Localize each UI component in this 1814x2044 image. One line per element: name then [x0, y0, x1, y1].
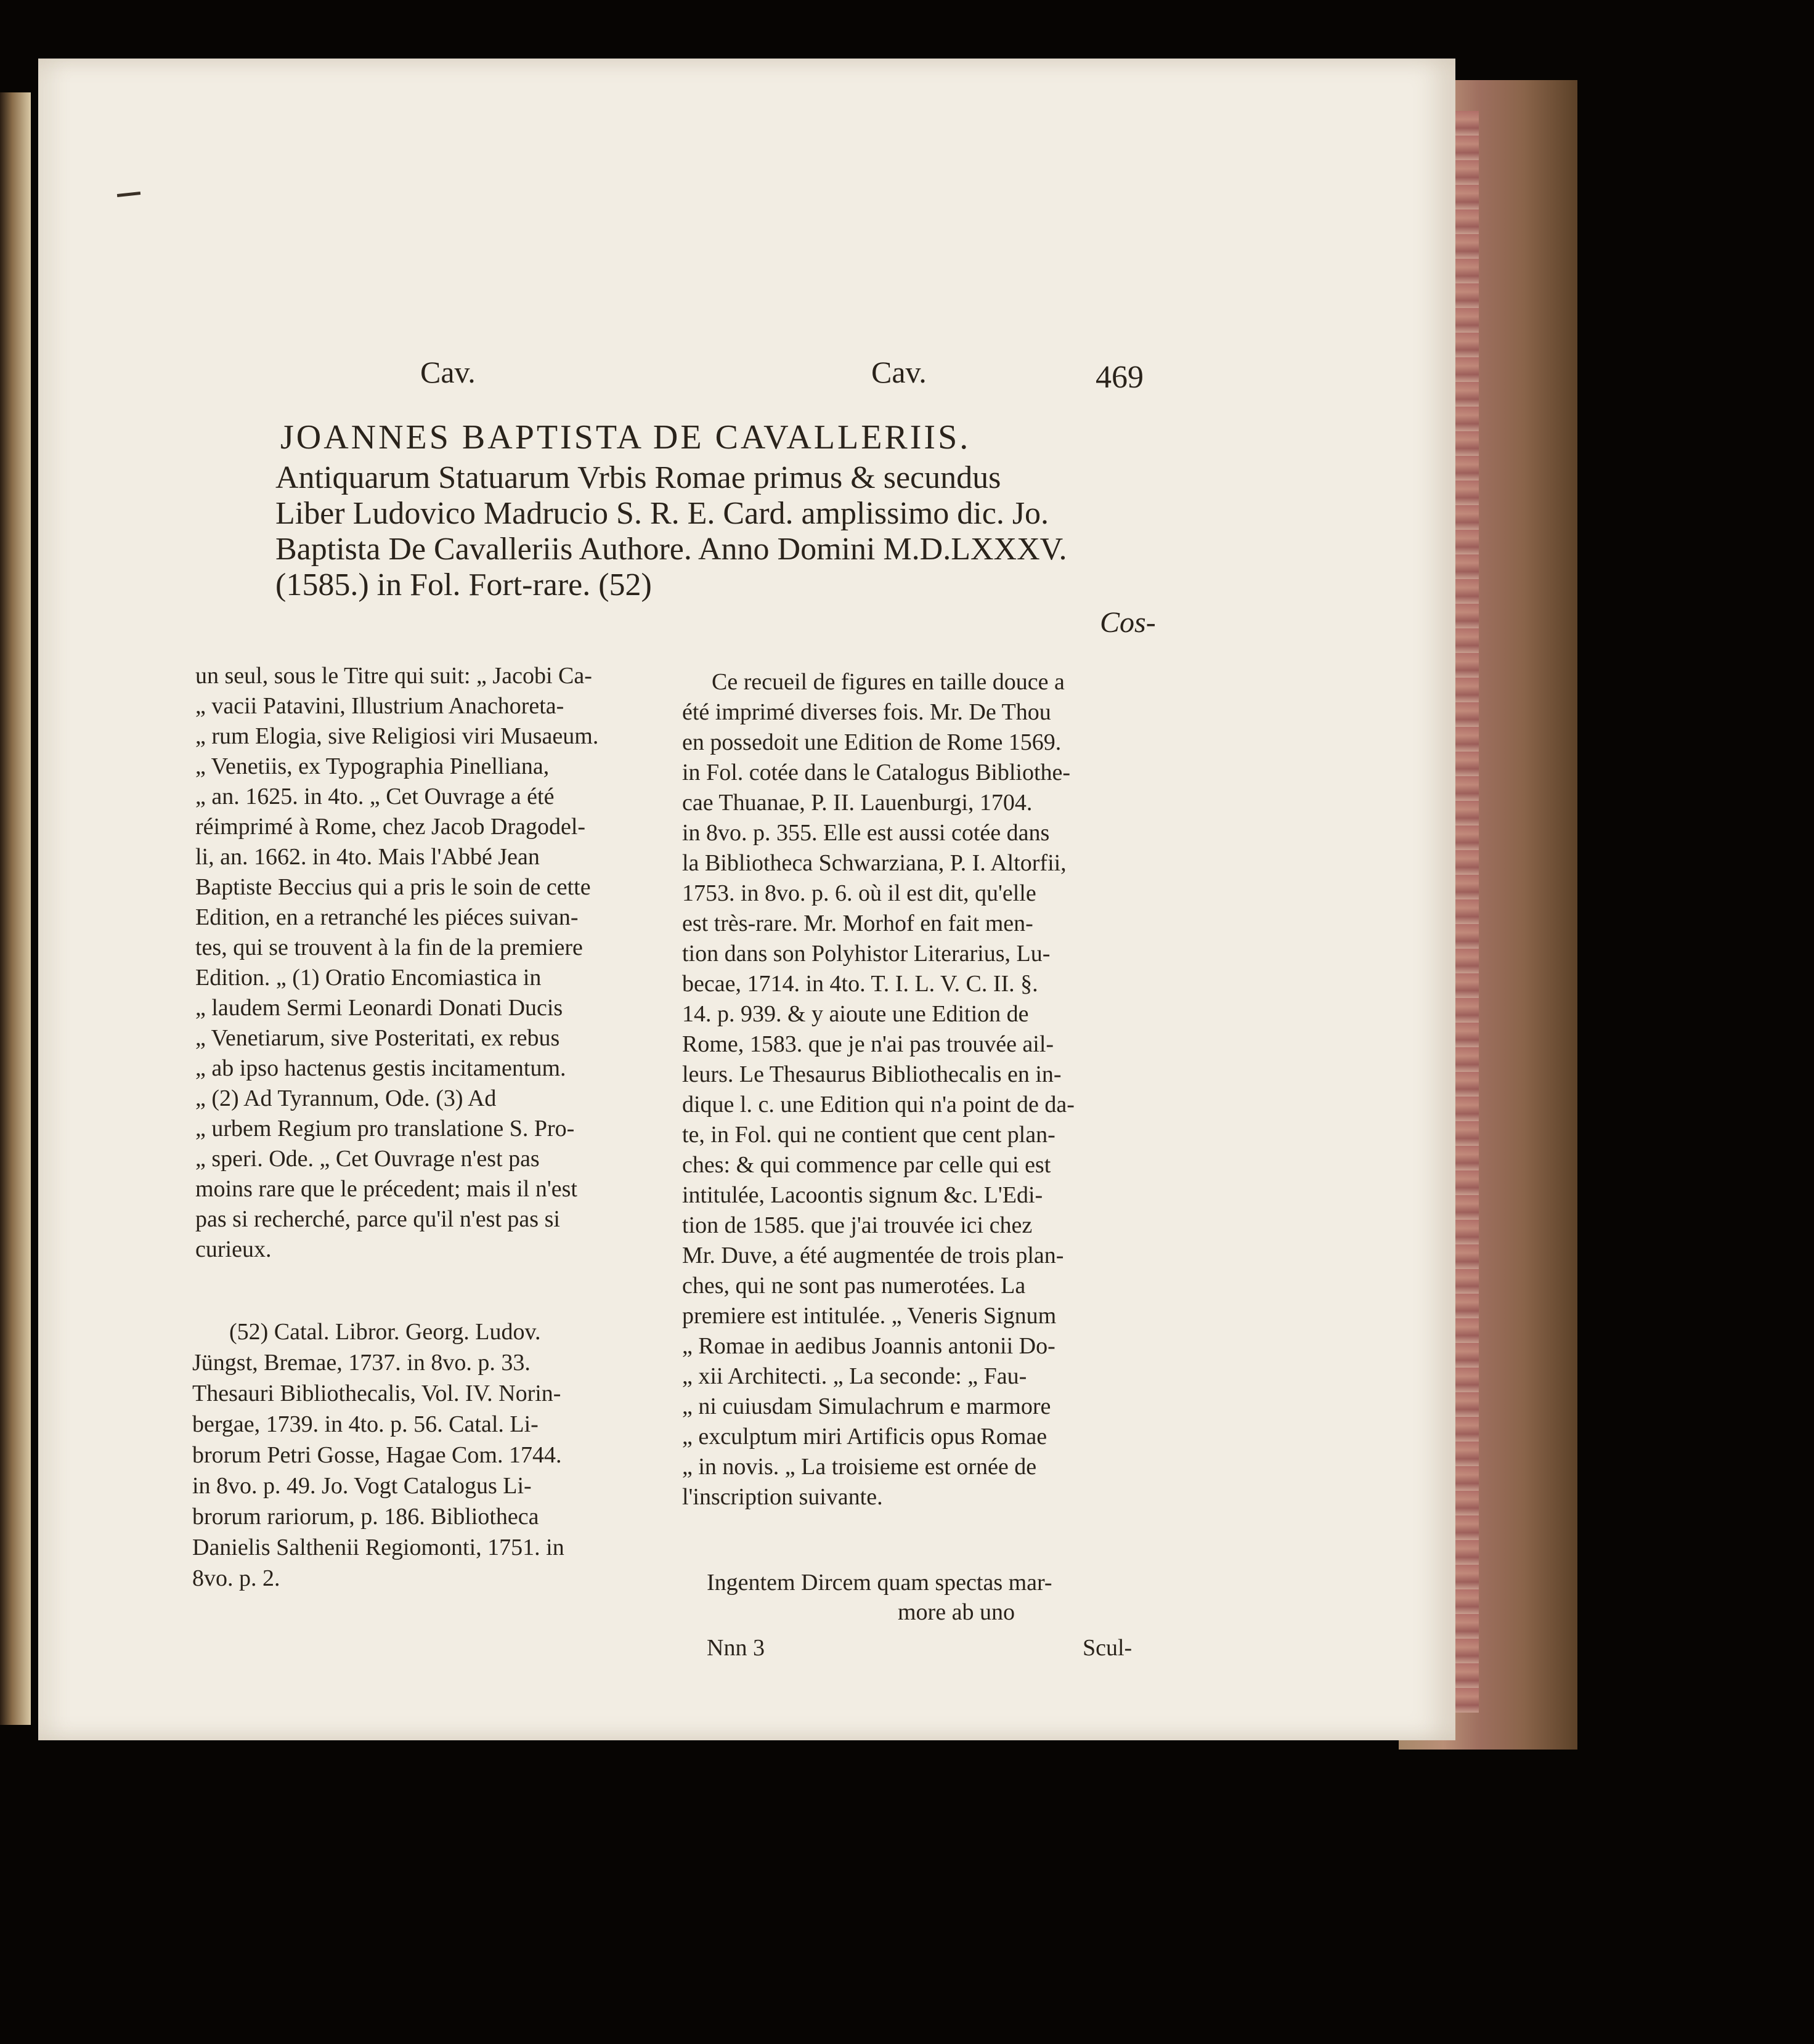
catchword-top: Cos-	[1100, 606, 1156, 639]
text-line: „ ab ipso hactenus gestis incitamentum.	[195, 1055, 566, 1081]
text-line: te, in Fol. qui ne contient que cent plan-	[682, 1122, 1055, 1148]
text-line: becae, 1714. in 4to. T. I. L. V. C. II. §.	[682, 971, 1038, 997]
entry-title-line: Liber Ludovico Madrucio S. R. E. Card. amplissimo dic. Jo.	[275, 496, 1049, 531]
verse-line: more ab uno	[898, 1599, 1015, 1625]
text-line: un seul, sous le Titre qui suit: „ Jacobi Ca-	[195, 663, 592, 689]
text-line: 1753. in 8vo. p. 6. où il est dit, qu'elle	[682, 880, 1036, 906]
facing-page-edge	[0, 92, 31, 1725]
entry-title-line: Antiquarum Statuarum Vrbis Romae primus & secundus	[275, 460, 1001, 495]
text-line: „ speri. Ode. „ Cet Ouvrage n'est pas	[195, 1146, 540, 1172]
text-line: dique l. c. une Edition qui n'a point de da-	[682, 1092, 1075, 1117]
entry-title-line: Baptista De Cavalleriis Authore. Anno Domini M.D.LXXXV.	[275, 532, 1067, 567]
text-line: tes, qui se trouvent à la fin de la premiere	[195, 935, 583, 960]
text-line: „ Venetiarum, sive Posteritati, ex rebus	[195, 1025, 560, 1051]
text-line: in 8vo. p. 355. Elle est aussi cotée dans	[682, 820, 1050, 846]
text-line: Baptiste Beccius qui a pris le soin de cette	[195, 874, 591, 900]
text-line: Mr. Duve, a été augmentée de trois plan-	[682, 1243, 1064, 1268]
text-line: Edition. „ (1) Oratio Encomiastica in	[195, 965, 542, 991]
text-line: Rome, 1583. que je n'ai pas trouvée ail-	[682, 1031, 1054, 1057]
text-line: curieux.	[195, 1236, 272, 1262]
text-line: „ xii Architecti. „ La seconde: „ Fau-	[682, 1363, 1027, 1389]
text-line: 14. p. 939. & y aioute une Edition de	[682, 1001, 1029, 1027]
text-line: „ exculptum miri Artificis opus Romae	[682, 1424, 1047, 1450]
page-number: 469	[1096, 360, 1144, 395]
text-line: ches: & qui commence par celle qui est	[682, 1152, 1051, 1178]
text-line: la Bibliotheca Schwarziana, P. I. Altorfii,	[682, 850, 1067, 876]
text-line: in Fol. cotée dans le Catalogus Bibliothe-	[682, 760, 1071, 785]
text-line: „ urbem Regium pro translatione S. Pro-	[195, 1116, 575, 1142]
text-line: est très-rare. Mr. Morhof en fait men-	[682, 910, 1033, 936]
entry-author-heading: JOANNES BAPTISTA DE CAVALLERIIS.	[280, 418, 971, 456]
right-column	[682, 667, 1157, 1512]
text-line: ches, qui ne sont pas numerotées. La	[682, 1273, 1026, 1299]
text-line: intitulée, Lacoontis signum &c. L'Edi-	[682, 1182, 1043, 1208]
text-line: „ an. 1625. in 4to. „ Cet Ouvrage a été	[195, 784, 555, 809]
text-line: moins rare que le précedent; mais il n'est	[195, 1176, 577, 1202]
text-line: premiere est intitulée. „ Veneris Signum	[682, 1303, 1057, 1329]
text-line: „ Romae in aedibus Joannis antonii Do-	[682, 1333, 1055, 1359]
text-line: „ vacii Patavini, Illustrium Anachoreta-	[195, 693, 564, 719]
text-line: pas si recherché, parce qu'il n'est pas si	[195, 1206, 560, 1232]
text-line: Edition, en a retranché les piéces suivan-	[195, 904, 579, 930]
entry-title-block	[275, 460, 1163, 603]
verse-quotation	[707, 1568, 1150, 1627]
text-line: cae Thuanae, P. II. Lauenburgi, 1704.	[682, 790, 1033, 816]
signature-mark: Nnn 3	[707, 1635, 765, 1661]
footnote-line: brorum Petri Gosse, Hagae Com. 1744.	[192, 1442, 562, 1468]
running-head-right: Cav.	[871, 355, 927, 389]
footnote-52	[192, 1316, 667, 1594]
footnote-line: brorum rariorum, p. 186. Bibliotheca	[192, 1504, 539, 1530]
text-line: „ Venetiis, ex Typographia Pinelliana,	[195, 753, 550, 779]
book-page	[38, 59, 1455, 1740]
catchword-bottom: Scul-	[1083, 1635, 1133, 1661]
footnote-line: Thesauri Bibliothecalis, Vol. IV. Norin-	[192, 1381, 561, 1406]
verse-line: Ingentem Dircem quam spectas mar-	[707, 1570, 1052, 1596]
text-line: l'inscription suivante.	[682, 1484, 883, 1510]
text-line: „ ni cuiusdam Simulachrum e marmore	[682, 1393, 1051, 1419]
text-line: tion de 1585. que j'ai trouvée ici chez	[682, 1212, 1033, 1238]
entry-title-line: (1585.) in Fol. Fort-rare. (52)	[275, 567, 652, 602]
text-line: li, an. 1662. in 4to. Mais l'Abbé Jean	[195, 844, 540, 870]
footnote-line: Danielis Salthenii Regiomonti, 1751. in	[192, 1535, 564, 1560]
text-line: „ rum Elogia, sive Religiosi viri Musaeum.	[195, 723, 599, 749]
text-line: tion dans son Polyhistor Literarius, Lu-	[682, 941, 1051, 967]
text-line: en possedoit une Edition de Rome 1569.	[682, 729, 1062, 755]
text-line: leurs. Le Thesaurus Bibliothecalis en in-	[682, 1061, 1062, 1087]
text-line: réimprimé à Rome, chez Jacob Dragodel-	[195, 814, 586, 840]
text-line: Ce recueil de figures en taille douce a	[712, 669, 1065, 695]
footnote-line: Jüngst, Bremae, 1737. in 8vo. p. 33.	[192, 1350, 531, 1376]
running-head-left: Cav.	[420, 355, 476, 389]
text-line: „ in novis. „ La troisieme est ornée de	[682, 1454, 1037, 1480]
text-line: „ (2) Ad Tyrannum, Ode. (3) Ad	[195, 1085, 497, 1111]
ink-mark	[117, 192, 140, 197]
footnote-line: bergae, 1739. in 4to. p. 56. Catal. Li-	[192, 1411, 539, 1437]
left-column	[195, 661, 664, 1265]
text-line: été imprimé diverses fois. Mr. De Thou	[682, 699, 1051, 725]
footnote-line: 8vo. p. 2.	[192, 1565, 280, 1591]
footnote-line: (52) Catal. Libror. Georg. Ludov.	[229, 1319, 541, 1345]
text-line: „ laudem Sermi Leonardi Donati Ducis	[195, 995, 563, 1021]
footnote-line: in 8vo. p. 49. Jo. Vogt Catalogus Li-	[192, 1473, 532, 1499]
